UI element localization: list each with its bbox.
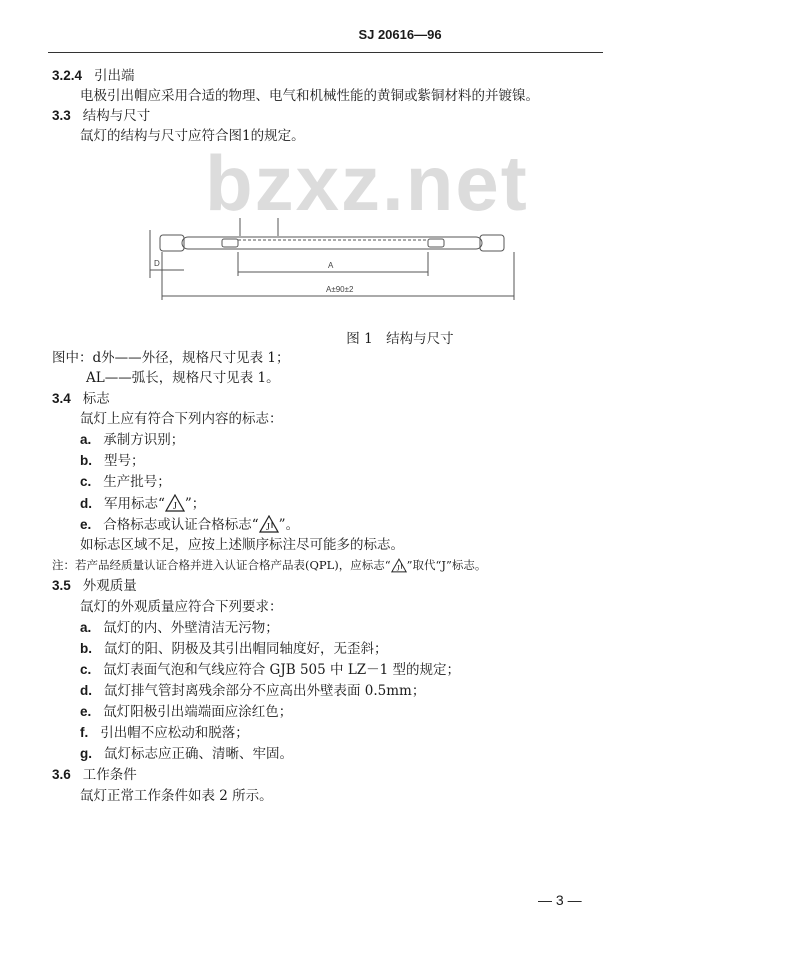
section-title: 工作条件 [82, 767, 137, 783]
list-text: 氙灯表面气泡和气线应符合 GJB 505 中 LZ－1 型的规定； [103, 662, 461, 678]
section-number: 3.3 [52, 108, 71, 123]
legend-line-1: 图中：d外——外径，规格尺寸见表 1； [52, 350, 290, 366]
list-text: ”。 [278, 517, 300, 533]
section-3-6-body: 氙灯正常工作条件如表 2 所示。 [80, 788, 273, 804]
list-key: g. [80, 746, 92, 761]
section-3-3-heading [52, 107, 150, 125]
section-3-4-intro: 氙灯上应有符合下列内容的标志： [80, 411, 283, 427]
list-item [80, 640, 388, 658]
list-item [80, 452, 145, 470]
list-key: d. [80, 683, 92, 698]
section-3-6-heading [52, 766, 137, 784]
section-title: 标志 [82, 391, 110, 407]
qualified-mark-icon [391, 558, 407, 573]
list-item [80, 745, 293, 763]
list-text: 引出帽不应松动和脱落； [100, 725, 249, 741]
list-text: 氙灯排气管封离残余部分不应高出外壁表面 0.5mm； [104, 683, 426, 699]
list-item [80, 724, 249, 742]
section-number: 3.5 [52, 578, 71, 593]
lamp-structure-figure [140, 200, 520, 310]
qualified-mark-icon [259, 515, 279, 533]
svg-text:J: J [265, 522, 270, 533]
label-d: D [154, 259, 160, 268]
section-number: 3.6 [52, 767, 71, 782]
list-key: e. [80, 517, 92, 532]
section-title: 引出端 [94, 68, 135, 84]
list-key: b. [80, 641, 92, 656]
note-text: ”取代“J”标志。 [406, 558, 487, 572]
list-item [80, 682, 425, 700]
section-number: 3.4 [52, 391, 71, 406]
list-text: 氙灯阳极引出端端面应涂红色； [103, 704, 293, 720]
section-3-4-after: 如标志区域不足，应按上述顺序标注尽可能多的标志。 [80, 537, 404, 553]
list-text: 型号； [104, 453, 145, 469]
svg-text:J: J [396, 563, 400, 573]
list-key: b. [80, 453, 92, 468]
list-key: a. [80, 620, 92, 635]
section-3-2-4-heading [52, 67, 135, 85]
standard-code: SJ 20616—96 [358, 27, 442, 42]
note-text: 注：若产品经质量认证合格并进入认证合格产品表(QPL)，应标志“ [52, 558, 391, 572]
left-electrode [222, 239, 238, 247]
right-end-cap [480, 235, 504, 251]
list-text: 氙灯的阳、阴极及其引出帽同轴度好，无歪斜； [104, 641, 388, 657]
section-title: 外观质量 [82, 578, 137, 594]
list-key: d. [80, 496, 92, 511]
list-key: c. [80, 662, 92, 677]
list-text: 合格标志或认证合格标志“ [103, 517, 259, 533]
page-number: — 3 — [538, 892, 582, 908]
military-mark-icon [165, 494, 185, 512]
list-text: 军用标志“ [104, 496, 165, 512]
section-3-3-body: 氙灯的结构与尺寸应符合图1的规定。 [80, 128, 305, 144]
list-item [80, 494, 205, 513]
list-item [80, 703, 292, 721]
label-total: A±90±2 [326, 285, 354, 294]
section-title: 结构与尺寸 [82, 108, 151, 124]
list-item [80, 431, 184, 449]
header-rule [48, 52, 603, 53]
left-end-cap [160, 235, 184, 251]
svg-text:J: J [172, 501, 177, 512]
list-key: a. [80, 432, 92, 447]
section-3-5-heading [52, 577, 137, 595]
page-header [0, 0, 800, 60]
section-3-2-4-body: 电极引出帽应采用合适的物理、电气和机械性能的黄铜或紫铜材料的并镀镍。 [80, 88, 539, 104]
list-item [80, 661, 460, 679]
legend-line-2: AL——弧长，规格尺寸见表 1。 [86, 370, 280, 386]
list-text: ”； [184, 496, 206, 512]
list-text: 承制方识别； [103, 432, 185, 448]
list-text: 氙灯标志应正确、清晰、牢固。 [104, 746, 293, 762]
right-electrode [428, 239, 444, 247]
list-key: f. [80, 725, 89, 740]
list-key: c. [80, 474, 92, 489]
section-number: 3.2.4 [52, 68, 83, 83]
watermark: bzxz.net [205, 139, 529, 227]
list-item [80, 515, 299, 534]
list-text: 生产批号； [103, 474, 171, 490]
section-3-4-heading [52, 390, 110, 408]
label-a: A [328, 261, 334, 270]
note [52, 556, 486, 574]
list-text: 氙灯的内、外壁清洁无污物； [103, 620, 279, 636]
list-key: e. [80, 704, 92, 719]
figure-caption: 图 1 结构与尺寸 [346, 331, 454, 347]
list-item [80, 473, 171, 491]
section-3-5-intro: 氙灯的外观质量应符合下列要求： [80, 599, 283, 615]
list-item [80, 619, 279, 637]
